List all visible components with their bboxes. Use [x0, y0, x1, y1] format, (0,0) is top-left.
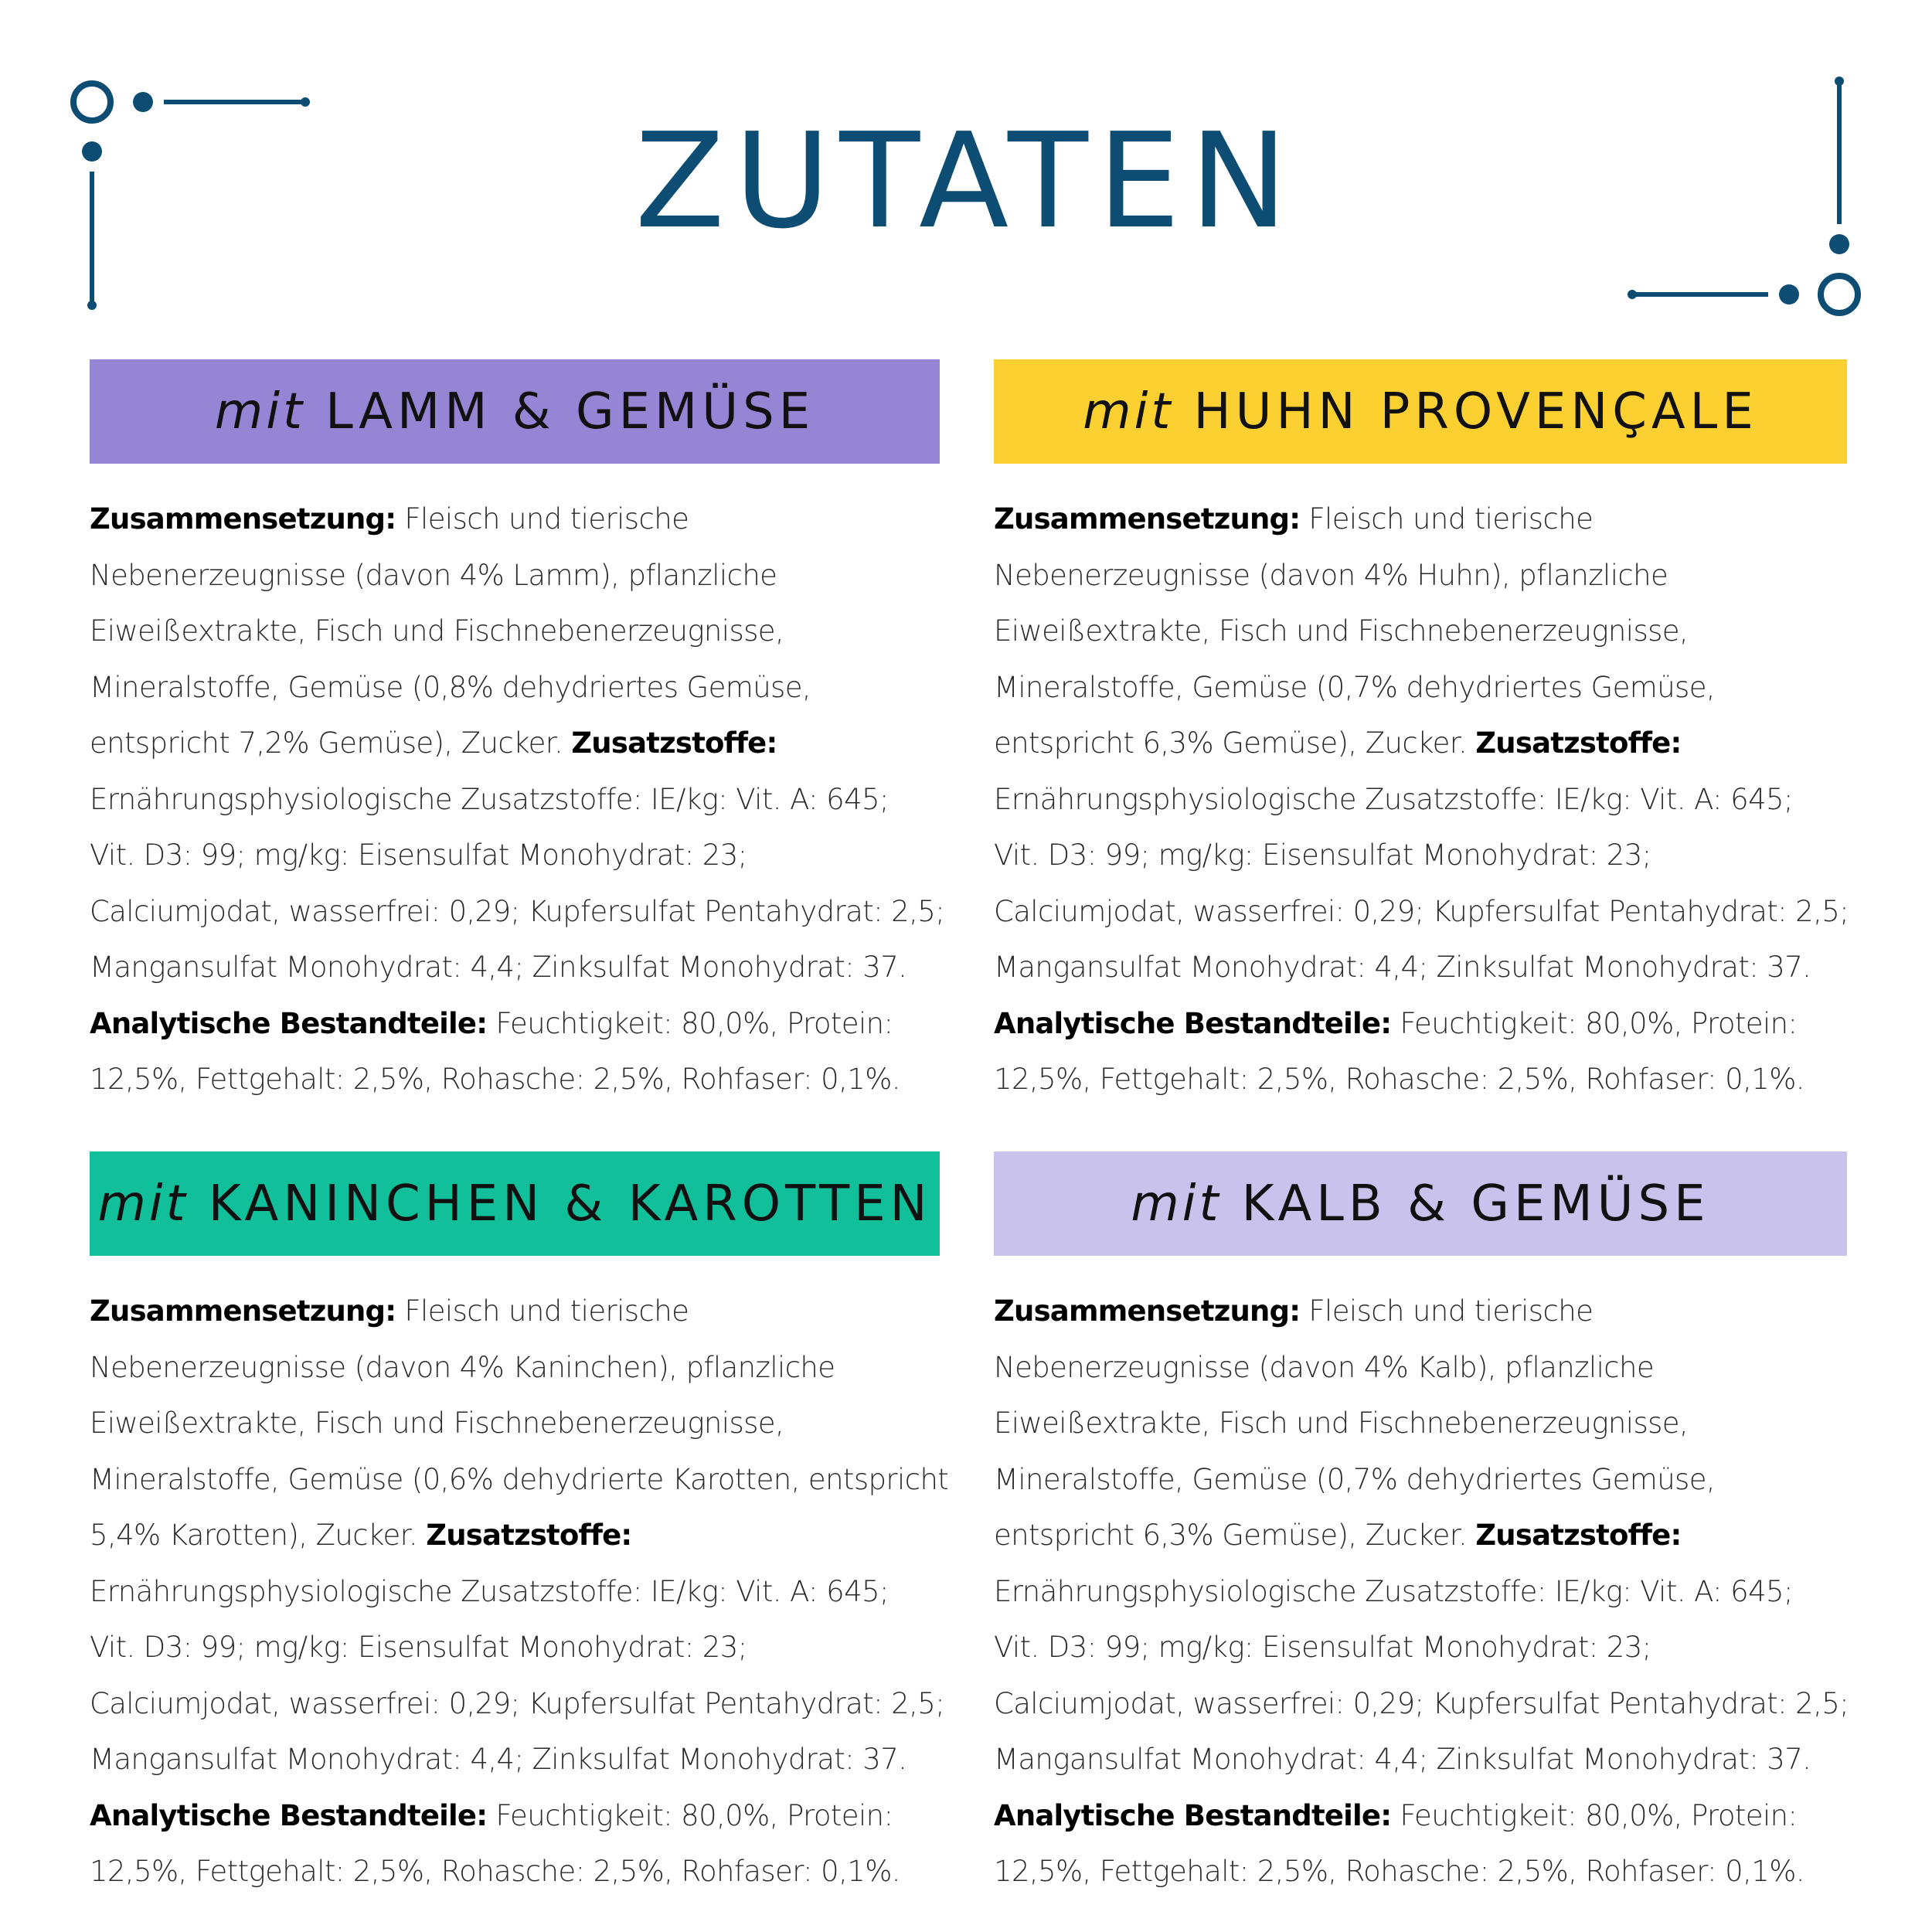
text-run: Vit. D3: 99; mg/kg: Eisensulfat Monohydrat: 23;: [90, 1631, 747, 1664]
dot-icon: [133, 92, 153, 112]
banner-prefix: mit: [214, 383, 306, 440]
text-line: [994, 1052, 1847, 1108]
text-run: Eiweißextrakte, Fisch und Fischnebenerzeugnisse,: [90, 614, 784, 648]
text-run: Vit. D3: 99; mg/kg: Eisensulfat Monohydrat: 23;: [994, 838, 1651, 872]
text-line: [90, 1284, 940, 1340]
bold-label: Zusammensetzung:: [90, 502, 396, 536]
banner-prefix: mit: [1131, 1175, 1222, 1233]
text-run: Ernährungsphysiologische Zusatzstoffe: IE/kg: Vit. A: 645;: [994, 1574, 1793, 1608]
text-line: [994, 1564, 1847, 1621]
text-run: Vit. D3: 99; mg/kg: Eisensulfat Monohydrat: 23;: [90, 838, 747, 872]
bold-label: Zusatzstoffe:: [426, 1519, 632, 1552]
text-run: Eiweißextrakte, Fisch und Fischnebenerzeugnisse,: [994, 614, 1689, 648]
text-run: 12,5%, Fettgehalt: 2,5%, Rohasche: 2,5%, Rohfaser: 0,1%.: [994, 1855, 1804, 1888]
text-line: [90, 1452, 949, 1509]
text-line: [90, 772, 940, 828]
ingredients-text: [90, 492, 945, 1108]
text-run: Mineralstoffe, Gemüse (0,6% dehydrierte Karotten, entspricht: [90, 1462, 949, 1496]
text-line: [994, 940, 1847, 996]
dot-icon: [1628, 290, 1637, 299]
text-run: Fleisch und tierische: [396, 502, 689, 536]
text-line: [994, 1620, 1847, 1676]
dot-icon: [301, 97, 310, 107]
text-line: [90, 1788, 940, 1845]
text-run: 12,5%, Fettgehalt: 2,5%, Rohasche: 2,5%, Rohfaser: 0,1%.: [90, 1063, 900, 1096]
text-run: Feuchtigkeit: 80,0%, Protein:: [1391, 1006, 1798, 1040]
text-line: [90, 604, 940, 660]
text-line: [90, 1340, 940, 1396]
text-line: [90, 1052, 940, 1108]
text-run: entspricht 6,3% Gemüse), Zucker.: [994, 1519, 1476, 1552]
text-line: [90, 660, 940, 716]
section-lamm: [90, 359, 945, 1108]
text-run: Mineralstoffe, Gemüse (0,7% dehydriertes Gemüse,: [994, 1462, 1716, 1496]
text-run: Calciumjodat, wasserfrei: 0,29; Kupfersulfat Pentahydrat: 2,5;: [994, 894, 1849, 928]
text-run: Calciumjodat, wasserfrei: 0,29; Kupfersulfat Pentahydrat: 2,5;: [90, 1686, 945, 1720]
text-line: [994, 1396, 1847, 1452]
text-line: [994, 1676, 1847, 1733]
text-line: [994, 1788, 1847, 1845]
bold-label: Analytische Bestandteile:: [994, 1798, 1392, 1832]
text-line: [994, 716, 1847, 772]
text-line: [90, 996, 940, 1053]
section-banner: [994, 1151, 1847, 1256]
text-run: 12,5%, Fettgehalt: 2,5%, Rohasche: 2,5%, Rohfaser: 0,1%.: [90, 1855, 900, 1888]
bold-label: Zusatzstoffe:: [1475, 1519, 1682, 1552]
text-run: entspricht 7,2% Gemüse), Zucker.: [90, 726, 572, 760]
text-line: [994, 772, 1847, 828]
section-banner: [90, 1151, 940, 1256]
text-run: Ernährungsphysiologische Zusatzstoffe: IE/kg: Vit. A: 645;: [90, 782, 889, 816]
text-line: [994, 1284, 1847, 1340]
text-line: [994, 548, 1847, 604]
text-run: Mangansulfat Monohydrat: 4,4; Zinksulfat Monohydrat: 37.: [90, 1743, 907, 1776]
section-kaninchen: [90, 1151, 949, 1900]
text-run: Feuchtigkeit: 80,0%, Protein:: [487, 1006, 893, 1040]
bold-label: Zusammensetzung:: [994, 1294, 1301, 1328]
bold-label: Analytische Bestandteile:: [994, 1006, 1392, 1040]
text-run: Mangansulfat Monohydrat: 4,4; Zinksulfat Monohydrat: 37.: [994, 1743, 1811, 1776]
ring-icon: [73, 83, 111, 121]
page-title: ZUTATEN: [634, 105, 1298, 258]
text-run: Ernährungsphysiologische Zusatzstoffe: IE/kg: Vit. A: 645;: [90, 1574, 889, 1608]
text-line: [90, 548, 940, 604]
text-line: [90, 1508, 940, 1564]
ingredients-text: [90, 1284, 949, 1900]
text-run: Mineralstoffe, Gemüse (0,8% dehydriertes Gemüse,: [90, 670, 811, 704]
text-run: Calciumjodat, wasserfrei: 0,29; Kupfersulfat Pentahydrat: 2,5;: [994, 1686, 1849, 1720]
text-line: [90, 1564, 940, 1621]
text-line: [994, 660, 1847, 716]
ingredients-text: [994, 1284, 1847, 1900]
banner-title: LAMM & GEMÜSE: [325, 383, 815, 440]
text-run: Mangansulfat Monohydrat: 4,4; Zinksulfat Monohydrat: 37.: [90, 951, 907, 984]
text-line: [90, 1620, 940, 1676]
text-run: Nebenerzeugnisse (davon 4% Huhn), pflanzliche: [994, 558, 1668, 592]
dot-icon: [1779, 284, 1799, 304]
text-line: [994, 1452, 1847, 1509]
text-line: [994, 604, 1847, 660]
banner-title: HUHN PROVENÇALE: [1193, 383, 1758, 440]
text-run: Ernährungsphysiologische Zusatzstoffe: IE/kg: Vit. A: 645;: [994, 782, 1793, 816]
text-run: Nebenerzeugnisse (davon 4% Lamm), pflanzliche: [90, 558, 777, 592]
text-line: [994, 492, 1847, 548]
text-line: [90, 1732, 940, 1788]
bold-label: Zusammensetzung:: [994, 502, 1301, 536]
bold-label: Analytische Bestandteile:: [90, 1006, 488, 1040]
ingredients-text: [994, 492, 1847, 1108]
ring-icon: [1821, 276, 1858, 313]
section-banner: [994, 359, 1847, 464]
text-line: [994, 1732, 1847, 1788]
text-run: Nebenerzeugnisse (davon 4% Kalb), pflanzliche: [994, 1350, 1655, 1384]
text-line: [90, 1396, 940, 1452]
text-line: [90, 1844, 940, 1900]
banner-title: KALB & GEMÜSE: [1241, 1175, 1710, 1233]
bold-label: Analytische Bestandteile:: [90, 1798, 488, 1832]
text-run: entspricht 6,3% Gemüse), Zucker.: [994, 726, 1476, 760]
text-run: 12,5%, Fettgehalt: 2,5%, Rohasche: 2,5%, Rohfaser: 0,1%.: [994, 1063, 1804, 1096]
text-run: Feuchtigkeit: 80,0%, Protein:: [1391, 1798, 1798, 1832]
text-line: [994, 1508, 1847, 1564]
text-run: Nebenerzeugnisse (davon 4% Kaninchen), pflanzliche: [90, 1350, 835, 1384]
section-huhn: [994, 359, 1847, 1108]
text-line: [90, 492, 940, 548]
text-run: Calciumjodat, wasserfrei: 0,29; Kupfersulfat Pentahydrat: 2,5;: [90, 894, 945, 928]
text-line: [90, 828, 940, 884]
text-run: Fleisch und tierische: [1300, 502, 1594, 536]
text-run: Vit. D3: 99; mg/kg: Eisensulfat Monohydrat: 23;: [994, 1631, 1651, 1664]
text-line: [994, 828, 1847, 884]
bold-label: Zusammensetzung:: [90, 1294, 396, 1328]
bold-label: Zusatzstoffe:: [1475, 726, 1682, 760]
text-line: [994, 996, 1847, 1053]
text-line: [90, 716, 940, 772]
banner-title: KANINCHEN & KAROTTEN: [208, 1175, 932, 1233]
text-run: Mineralstoffe, Gemüse (0,7% dehydriertes Gemüse,: [994, 670, 1716, 704]
text-line: [994, 884, 1847, 940]
text-run: Fleisch und tierische: [396, 1294, 689, 1328]
text-run: Mangansulfat Monohydrat: 4,4; Zinksulfat Monohydrat: 37.: [994, 951, 1811, 984]
dot-icon: [87, 301, 97, 310]
section-kalb: [994, 1151, 1847, 1900]
text-run: Feuchtigkeit: 80,0%, Protein:: [487, 1798, 893, 1832]
text-line: [90, 940, 940, 996]
text-run: Fleisch und tierische: [1300, 1294, 1594, 1328]
text-run: Eiweißextrakte, Fisch und Fischnebenerzeugnisse,: [994, 1406, 1689, 1440]
section-banner: [90, 359, 940, 464]
text-line: [994, 1340, 1847, 1396]
banner-prefix: mit: [1083, 383, 1174, 440]
text-line: [90, 884, 945, 940]
text-line: [90, 1676, 945, 1733]
text-line: [994, 1844, 1847, 1900]
text-run: 5,4% Karotten), Zucker.: [90, 1519, 427, 1552]
banner-prefix: mit: [97, 1175, 189, 1233]
bold-label: Zusatzstoffe:: [571, 726, 777, 760]
text-run: Eiweißextrakte, Fisch und Fischnebenerzeugnisse,: [90, 1406, 784, 1440]
